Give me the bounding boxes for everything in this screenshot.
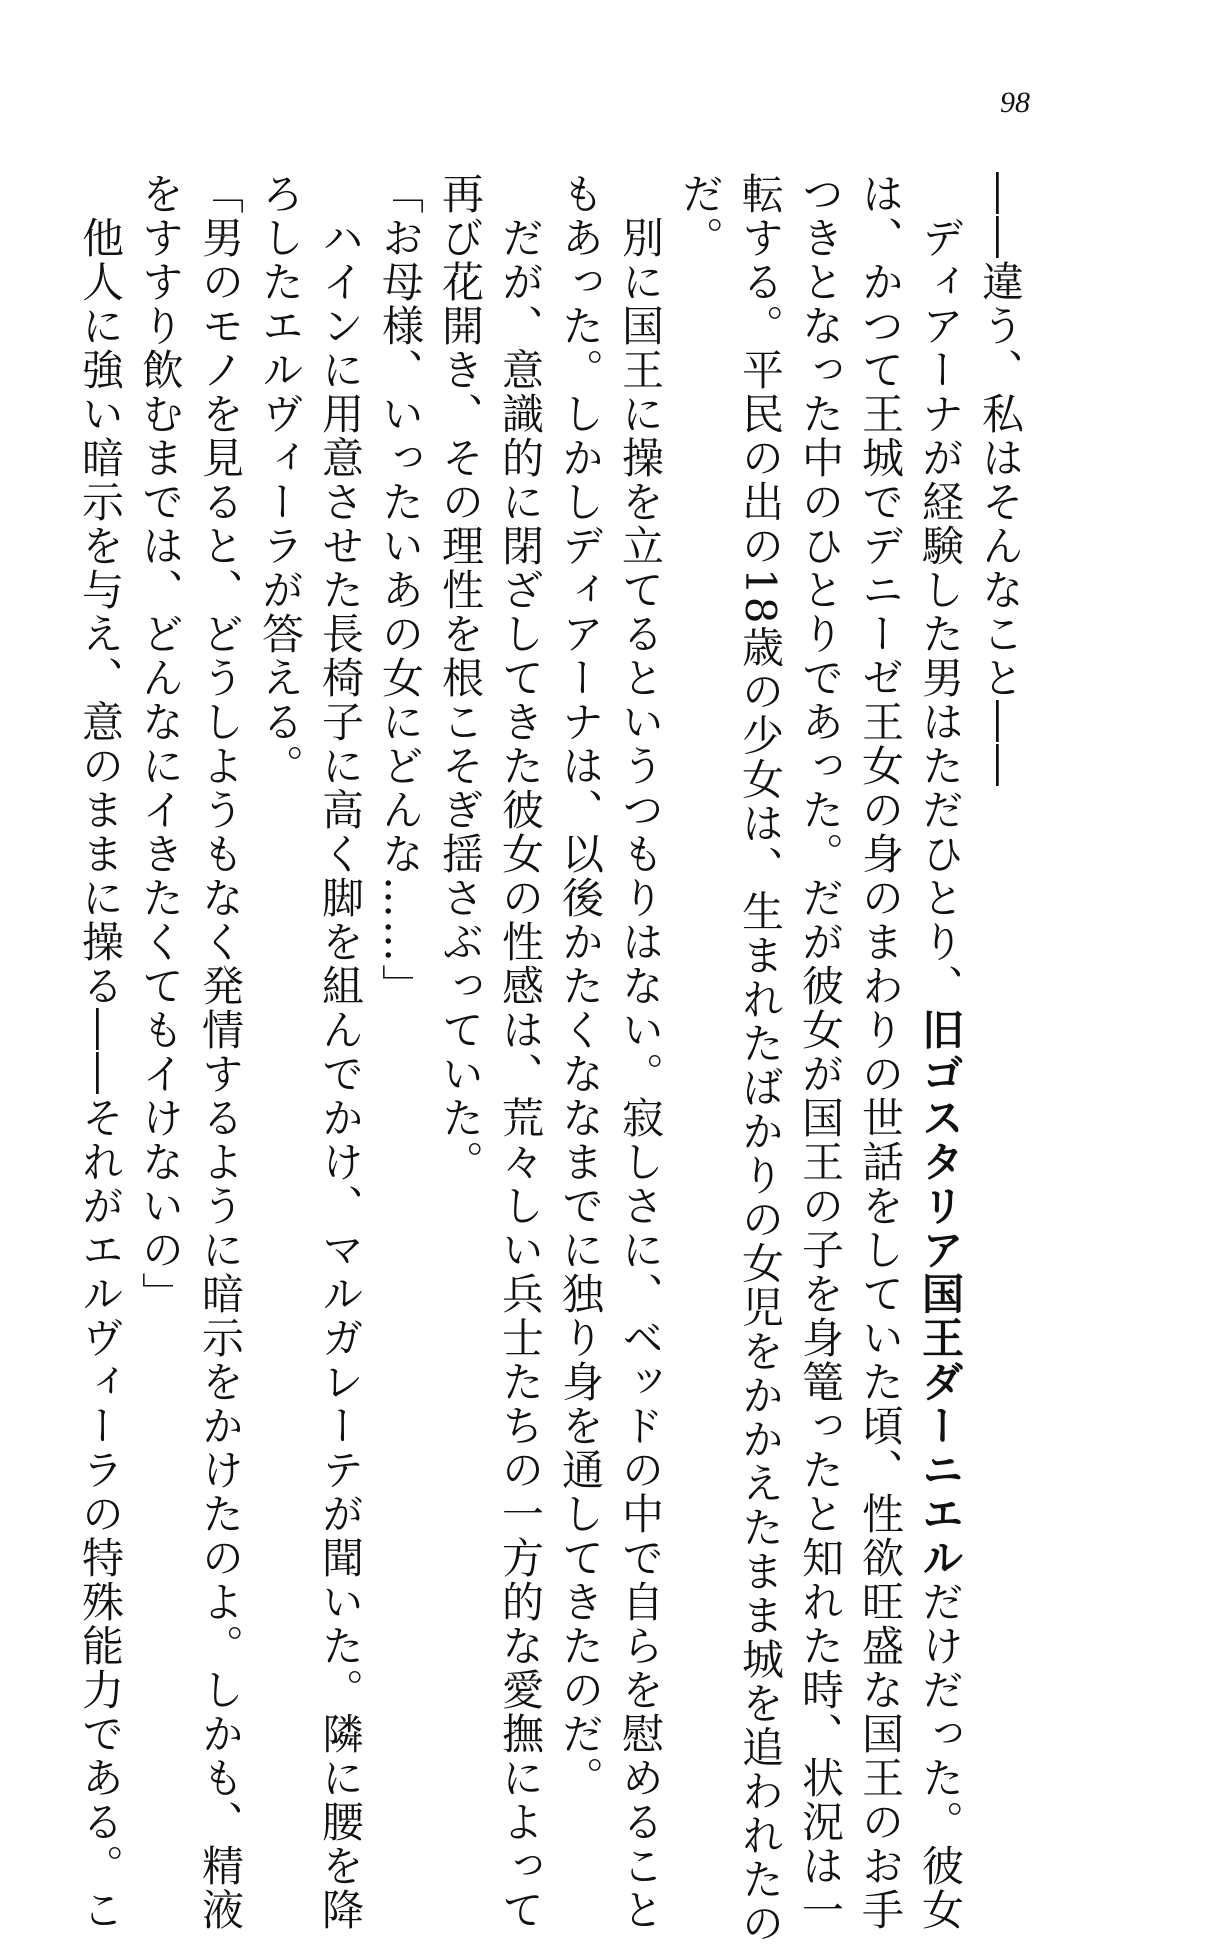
text-segment: つきとなった中のひとりであった。だが彼女が国王の子を身篭ったと知れた時、状況は一 xyxy=(796,172,845,1932)
text-segment: ディアーナが経験した男はただひとり、 xyxy=(916,172,965,1008)
text-line xyxy=(370,172,430,1632)
text-segment: は、かつて王城でデニーゼ王女の身のまわりの世話をしていた頃、性欲旺盛な国王のお手 xyxy=(856,172,905,1932)
text-segment: だけだった。彼女 xyxy=(916,1580,965,1932)
text-line xyxy=(850,172,910,1932)
text-line xyxy=(970,172,1030,1632)
text-segment: だが、意識的に閉ざしてきた彼女の性感は、荒々しい兵士たちの一方的な愛撫によって xyxy=(496,172,545,1932)
text-segment: ハインに用意させた長椅子に高く脚を組んでかけ、マルガレーテが聞いた。隣に腰を降 xyxy=(316,172,365,1932)
scan-mark xyxy=(6,6,9,16)
text-line xyxy=(490,172,550,1932)
text-segment: 「お母様、いったいあの女にどんな……」 xyxy=(376,172,425,1008)
text-line xyxy=(190,172,250,1932)
text-segment: 転する。平民の出の18歳の少女は、生まれたばかりの女児をかかえたまま城を追われたの xyxy=(736,172,785,1945)
text-segment: 他人に強い暗示を与え、意のままに操る――それがエルヴィーラの特殊能力である。こ xyxy=(76,172,125,1932)
text-line xyxy=(670,172,730,1632)
text-line xyxy=(910,172,970,1932)
text-line xyxy=(70,172,130,1932)
text-segment: ろしたエルヴィーラが答える。 xyxy=(256,172,305,788)
text-line xyxy=(310,172,370,1932)
text-segment: 別に国王に操を立てるというつもりはない。寂しさに、ベッドの中で自らを慰めること xyxy=(616,172,665,1932)
text-segment: だ。 xyxy=(676,172,725,260)
text-line xyxy=(610,172,670,1932)
text-segment: 「男のモノを見ると、どうしようもなく発情するように暗示をかけたのよ。しかも、精液 xyxy=(196,172,245,1932)
text-line xyxy=(250,172,310,1632)
emphasized-name: 旧ゴスタリア国王ダーニエル xyxy=(916,1008,965,1580)
text-segment: もあった。しかしディアーナは、以後かたくななまでに独り身を通してきたのだ。 xyxy=(556,172,605,1800)
text-line xyxy=(790,172,850,1932)
body-text xyxy=(70,172,1030,1945)
text-line xyxy=(130,172,190,1632)
page-number: 98 xyxy=(1000,86,1030,119)
text-segment: ――違う、私はそんなこと―― xyxy=(976,172,1025,788)
text-segment: をすすり飲むまでは、どんなにイきたくてもイけないの」 xyxy=(136,172,185,1316)
text-line xyxy=(730,172,790,1945)
text-line xyxy=(430,172,490,1632)
text-line xyxy=(550,172,610,1800)
text-segment: 再び花開き、その理性を根こそぎ揺さぶっていた。 xyxy=(436,172,485,1184)
